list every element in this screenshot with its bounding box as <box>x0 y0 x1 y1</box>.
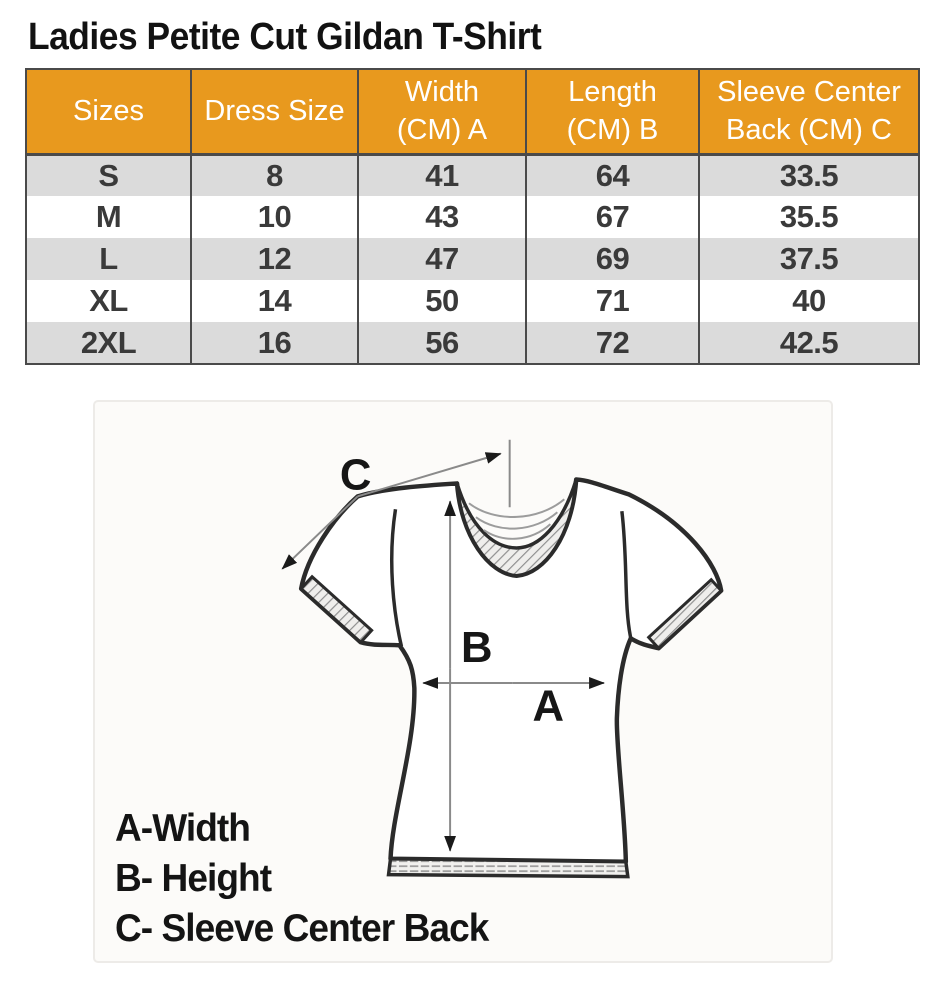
legend-item-a: A-Width <box>115 807 250 850</box>
table-row-m <box>26 196 919 238</box>
legend-item-b: B- Height <box>115 857 272 900</box>
table-row-2xl <box>26 322 919 364</box>
cell-size: S <box>98 157 119 193</box>
header-row <box>26 69 919 154</box>
cell-sleeve: 40 <box>699 280 919 322</box>
table-row-xl <box>26 280 919 322</box>
label-c: C <box>339 450 372 500</box>
header-cell-sizes: Sizes <box>26 69 191 154</box>
cell-sleeve: 37.5 <box>699 238 919 280</box>
cell-length: 72 <box>526 322 699 364</box>
header-cell-dress-size: Dress Size <box>191 69 358 154</box>
cell-dress: 16 <box>191 322 358 364</box>
header-cell-length: Length (CM) B <box>526 69 699 154</box>
tshirt-measurement-diagram <box>93 400 833 963</box>
cell-length: 67 <box>526 196 699 238</box>
table-row-s <box>26 154 919 196</box>
size-table-header <box>26 69 919 154</box>
size-table <box>25 68 920 365</box>
cell-size: 2XL <box>80 324 137 360</box>
legend-item-c: C- Sleeve Center Back <box>115 907 489 950</box>
measurement-legend <box>115 804 488 954</box>
table-row-l <box>26 238 919 280</box>
cell-dress: 10 <box>191 196 358 238</box>
cell-width: 50 <box>358 280 526 322</box>
page-title: Ladies Petite Cut Gildan T-Shirt <box>28 16 542 58</box>
cell-size: M <box>95 199 122 234</box>
cell-size: L <box>99 241 118 276</box>
cell-width: 47 <box>358 238 526 280</box>
cell-width: 43 <box>358 196 526 238</box>
cell-width: 56 <box>358 322 526 364</box>
cell-length: 64 <box>526 154 699 196</box>
label-a: A <box>532 681 565 731</box>
cell-width: 41 <box>358 154 526 196</box>
cell-length: 71 <box>526 280 699 322</box>
cell-sleeve: 35.5 <box>699 196 919 238</box>
cell-dress: 12 <box>191 238 358 280</box>
header-cell-width: Width (CM) A <box>358 69 526 154</box>
cell-dress: 14 <box>191 280 358 322</box>
cell-sleeve: 33.5 <box>699 154 919 196</box>
header-cell-sleeve-center-back: Sleeve Center Back (CM) C <box>699 69 919 154</box>
cell-sleeve: 42.5 <box>699 322 919 364</box>
cell-length: 69 <box>526 238 699 280</box>
cell-size: XL <box>89 283 128 318</box>
label-b: B <box>461 623 493 673</box>
cell-dress: 8 <box>191 154 358 196</box>
